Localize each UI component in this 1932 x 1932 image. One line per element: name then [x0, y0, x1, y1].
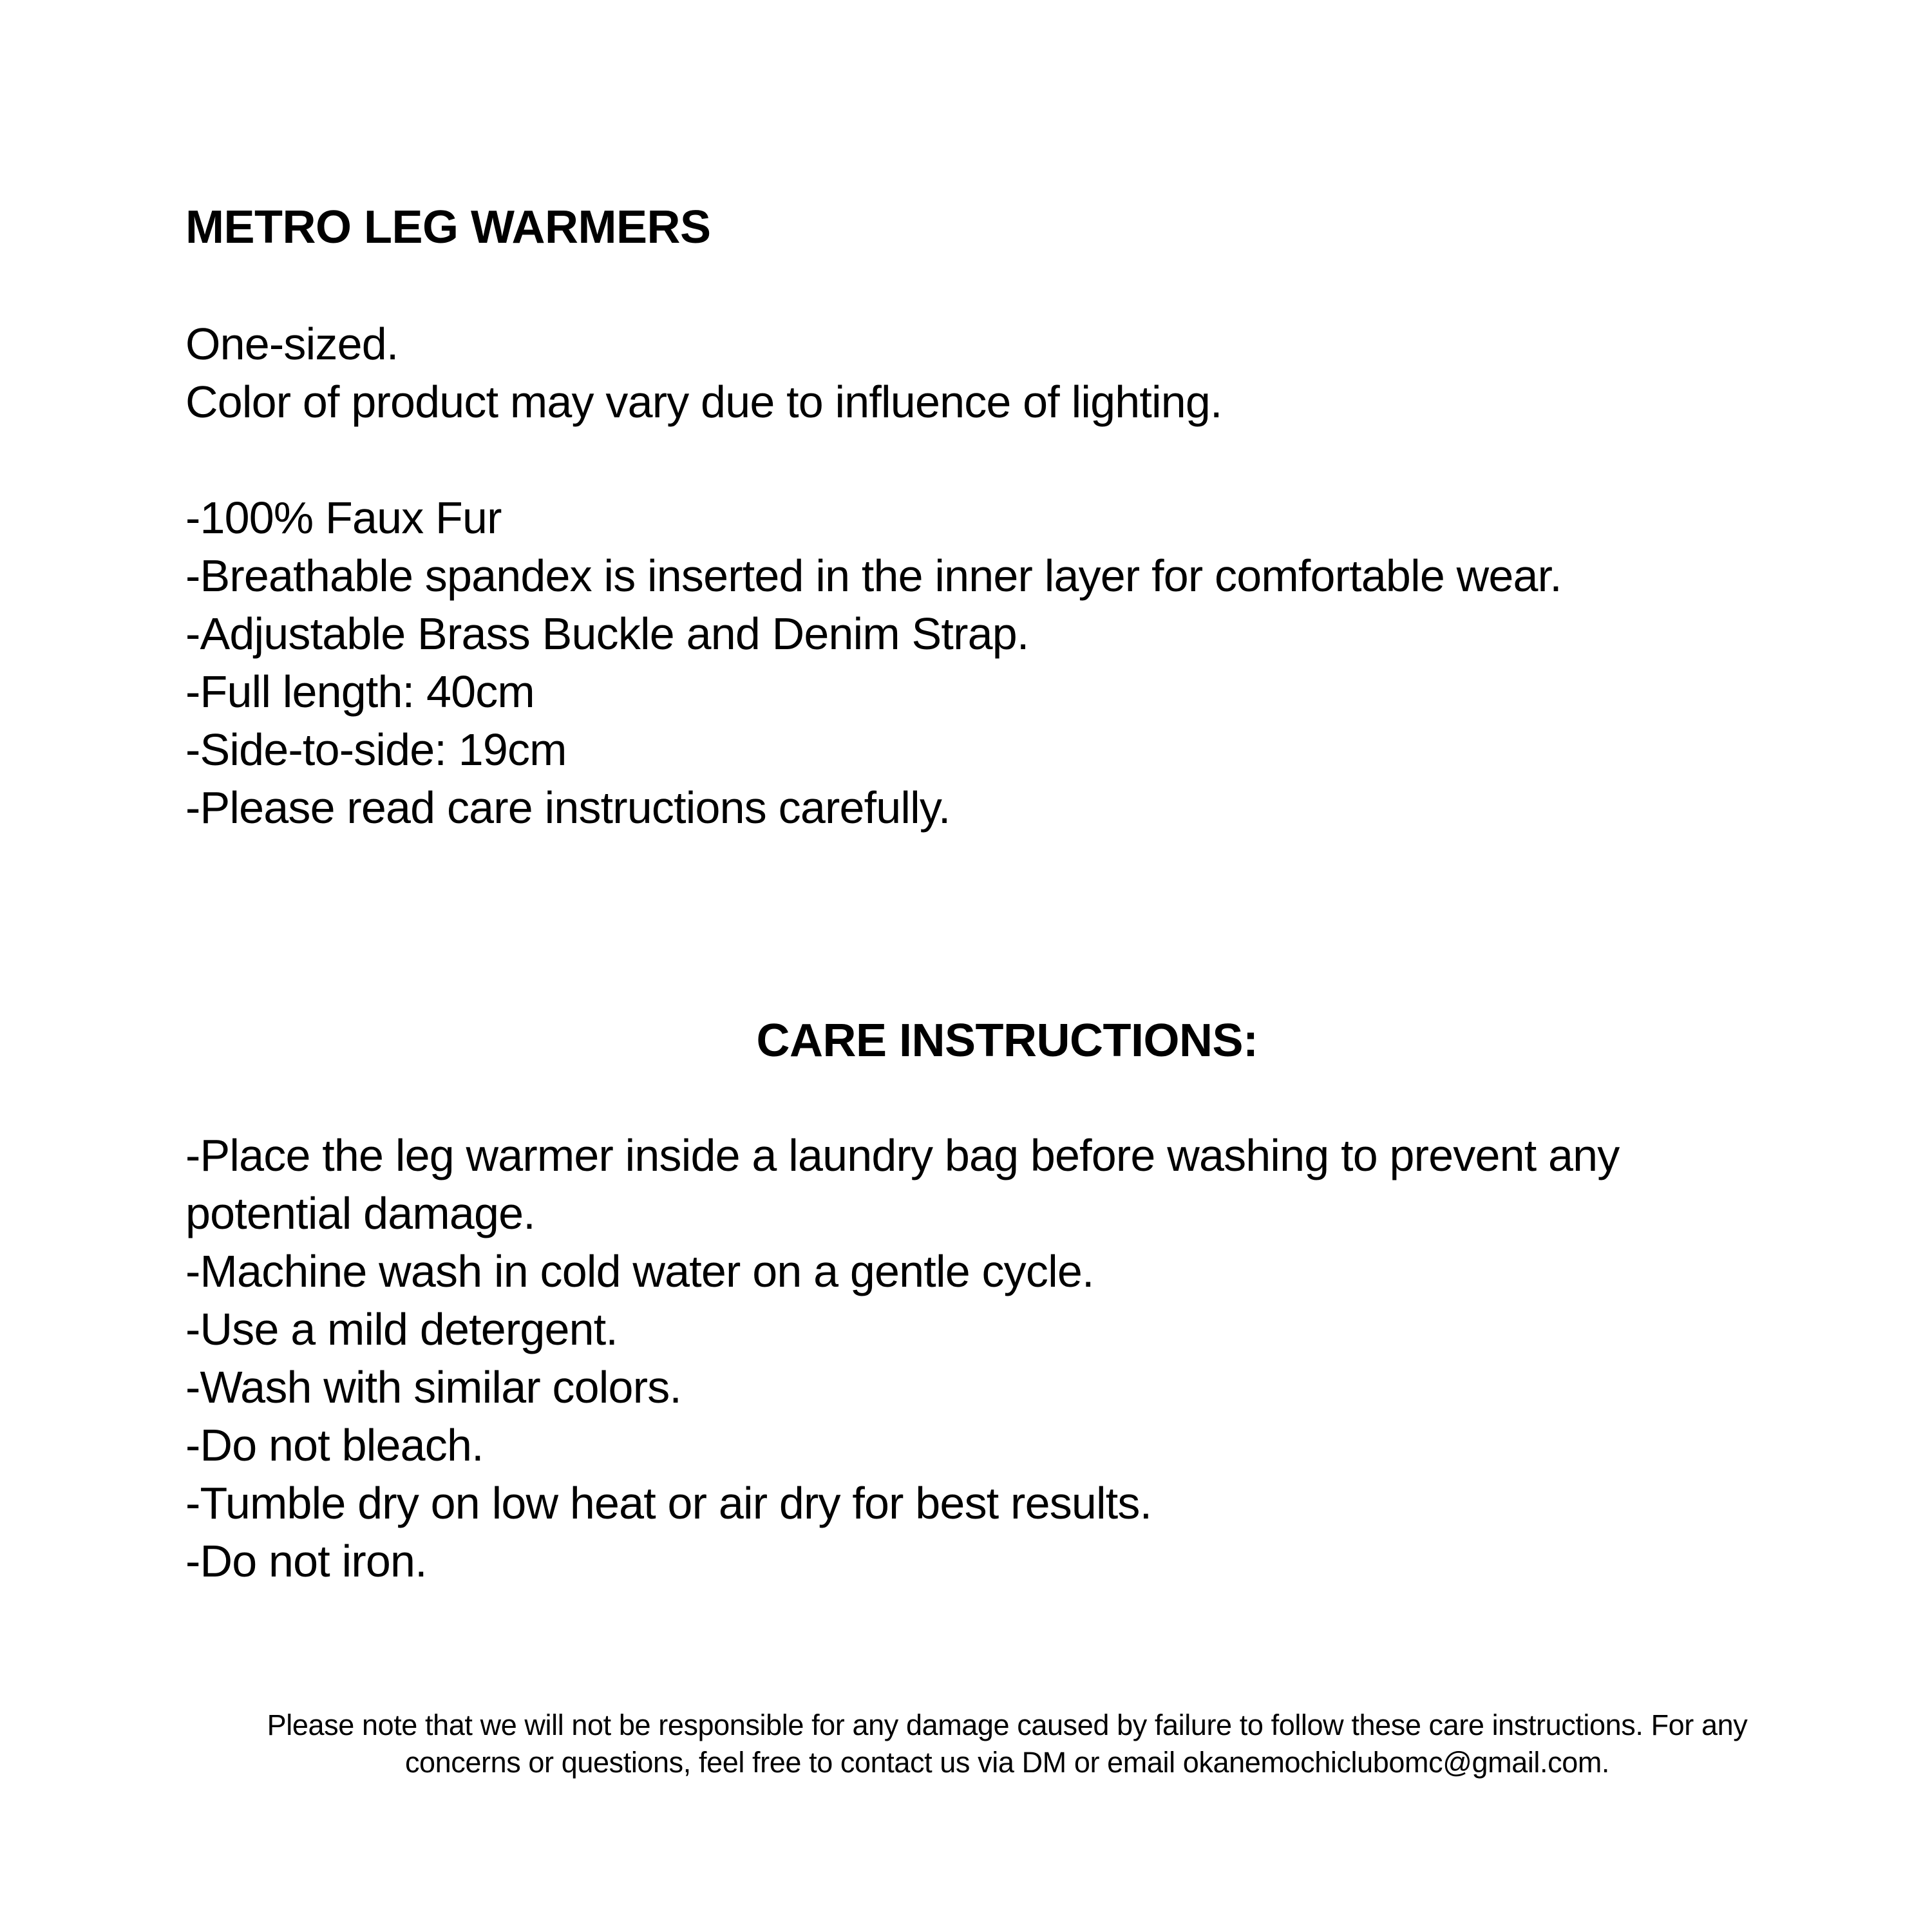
disclaimer-footer — [185, 1707, 1829, 1781]
spec-line: -Full length: 40cm — [185, 667, 535, 717]
care-line: -Do not bleach. — [185, 1420, 484, 1470]
spec-line: -Side-to-side: 19cm — [185, 724, 567, 775]
intro-line: Color of product may vary due to influence of lighting. — [185, 377, 1222, 427]
intro-paragraph — [185, 315, 1222, 431]
spec-line: -Adjustable Brass Buckle and Denim Strap. — [185, 609, 1029, 659]
footer-line: Please note that we will not be responsible for any damage caused by failure to follow these care instructions. For any — [267, 1709, 1748, 1741]
intro-line: One-sized. — [185, 319, 399, 369]
spec-line: -100% Faux Fur — [185, 493, 502, 543]
product-title: METRO LEG WARMERS — [185, 202, 711, 253]
spec-list — [185, 489, 1562, 837]
care-line: -Use a mild detergent. — [185, 1304, 618, 1354]
spec-line: -Breathable spandex is inserted in the inner layer for comfortable wear. — [185, 551, 1562, 601]
care-line: -Machine wash in cold water on a gentle cycle. — [185, 1246, 1094, 1296]
care-line: -Tumble dry on low heat or air dry for best results. — [185, 1478, 1152, 1528]
care-list — [185, 1126, 1620, 1590]
care-line: -Do not iron. — [185, 1536, 427, 1586]
footer-line: concerns or questions, feel free to contact us via DM or email okanemochiclubomc@gmail.com. — [404, 1746, 1610, 1779]
care-line: -Wash with similar colors. — [185, 1362, 682, 1412]
spec-line: -Please read care instructions carefully. — [185, 782, 951, 833]
care-line: potential damage. — [185, 1188, 535, 1238]
care-line: -Place the leg warmer inside a laundry bag before washing to prevent any — [185, 1130, 1620, 1180]
care-instructions-heading: CARE INSTRUCTIONS: — [756, 1015, 1258, 1066]
